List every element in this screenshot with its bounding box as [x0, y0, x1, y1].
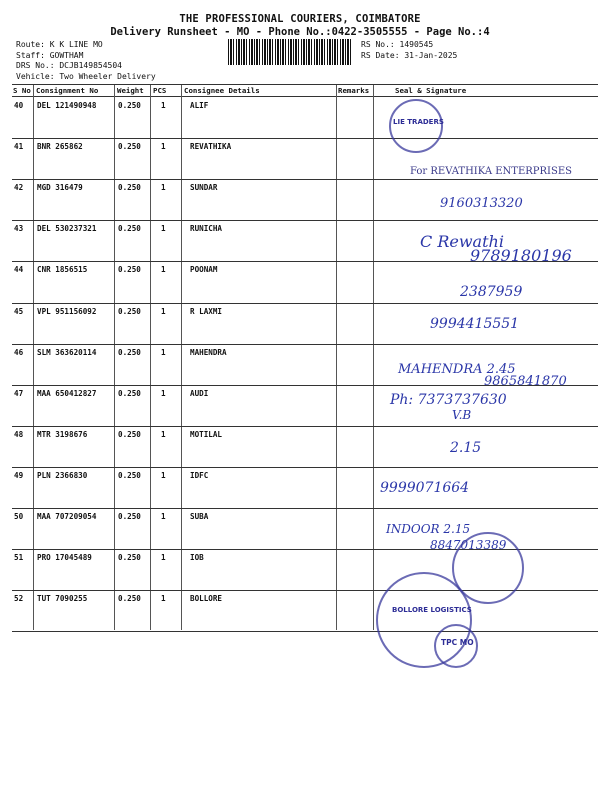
sno-cell: 41: [14, 142, 24, 152]
row-rule: [12, 179, 598, 180]
consignment-cell: DEL 530237321: [37, 224, 97, 234]
consignee-cell: IOB: [190, 553, 204, 563]
bollore-seal-text: BOLLORE LOGISTICS: [392, 606, 472, 614]
row-rule: [12, 426, 598, 427]
trader-seal-text: LIE TRADERS: [393, 118, 444, 126]
signature-41: For REVATHIKA ENTERPRISES: [410, 166, 572, 177]
signature-48: 2.15: [450, 440, 482, 456]
document-subtitle: Delivery Runsheet - MO - Phone No.:0422-3505555 - Page No.:4: [110, 26, 490, 38]
consignee-cell: SUBA: [190, 512, 209, 521]
consignment-cell: DEL 121490948: [37, 101, 97, 110]
consignee-cell: R LAXMI: [190, 306, 223, 316]
weight-cell: 0.250: [118, 183, 141, 193]
pcs-cell: 1: [161, 388, 166, 398]
col-header-seal-signature: Seal & Signature: [395, 86, 467, 95]
col-header-pcs: PCS: [153, 86, 167, 95]
sno-cell: 49: [14, 470, 24, 480]
weight-cell: 0.250: [118, 429, 141, 439]
route-text: Route: K K LINE MO: [16, 40, 103, 49]
signature-49: 9999071664: [380, 480, 470, 496]
rs-number: RS No.: 1490545: [361, 40, 434, 49]
pcs-cell: 1: [161, 101, 166, 110]
signature-50-phone: 8847013389: [430, 538, 507, 552]
sno-cell: 52: [14, 594, 24, 604]
consignee-cell: MOTILAL: [190, 429, 223, 439]
pcs-cell: 1: [161, 347, 166, 357]
sno-cell: 42: [14, 183, 24, 193]
signature-46-name: MAHENDRA 2.45: [398, 362, 516, 377]
weight-cell: 0.250: [118, 347, 141, 357]
consignment-cell: VPL 951156092: [37, 306, 97, 316]
pcs-cell: 1: [161, 553, 166, 563]
signature-42: 9160313320: [440, 196, 523, 211]
row-rule: [12, 138, 598, 139]
consignment-cell: TUT 7090255: [37, 594, 88, 604]
weight-cell: 0.250: [118, 470, 141, 480]
col-header-weight: Weight: [117, 86, 144, 95]
consignment-cell: MGD 316479: [37, 183, 83, 193]
signature-47-phone: Ph: 7373737630: [390, 392, 507, 408]
sno-cell: 46: [14, 347, 24, 357]
consignment-cell: PRO 17045489: [37, 553, 92, 563]
weight-cell: 0.250: [118, 142, 141, 152]
barcode: [228, 39, 353, 65]
weight-cell: 0.250: [118, 306, 141, 316]
weight-cell: 0.250: [118, 224, 141, 234]
consignee-cell: AUDI: [190, 388, 209, 398]
consignee-cell: IDFC: [190, 470, 209, 480]
signature-50-name: INDOOR 2.15: [386, 522, 471, 536]
consignment-cell: BNR 265862: [37, 142, 83, 152]
consignment-cell: MAA 707209054: [37, 512, 97, 521]
sno-cell: 51: [14, 553, 24, 563]
tpc-seal-text: TPC MO: [441, 638, 474, 647]
pcs-cell: 1: [161, 183, 166, 193]
pcs-cell: 1: [161, 224, 166, 234]
row-rule: [12, 508, 598, 509]
signature-43-name: C Rewathi: [420, 232, 504, 251]
weight-cell: 0.250: [118, 594, 141, 604]
signature-46-phone: 9865841870: [484, 374, 567, 389]
col-header-sno: S No: [13, 86, 31, 95]
consignment-cell: CNR 1856515: [37, 265, 88, 275]
rs-date: RS Date: 31-Jan-2025: [361, 50, 458, 60]
col-header-remarks: Remarks: [338, 86, 370, 95]
pcs-cell: 1: [161, 265, 166, 275]
sno-cell: 50: [14, 512, 24, 521]
col-header-consignment: Consignment No: [36, 86, 99, 95]
meta-block: [16, 40, 156, 82]
trader-seal: [389, 99, 443, 153]
pcs-cell: 1: [161, 142, 166, 152]
table-top-rule: [12, 84, 598, 85]
consignee-cell: ALIF: [190, 101, 209, 110]
signature-44: 2387959: [460, 284, 523, 300]
consignee-cell: SUNDAR: [190, 183, 218, 193]
consignment-cell: PLN 2366830: [37, 470, 88, 480]
vehicle-text: Vehicle: Two Wheeler Delivery: [16, 71, 156, 81]
weight-cell: 0.250: [118, 512, 141, 521]
weight-cell: 0.250: [118, 101, 141, 110]
col-header-consignee: Consignee Details: [184, 86, 260, 95]
document-title: THE PROFESSIONAL COURIERS, COIMBATORE: [179, 13, 421, 25]
consignment-cell: MAA 650412827: [37, 388, 97, 398]
row-rule: [12, 467, 598, 468]
consignee-cell: RUNICHA: [190, 224, 223, 234]
weight-cell: 0.250: [118, 388, 141, 398]
table-header-rule: [12, 96, 598, 97]
signature-45: 9994415551: [430, 316, 520, 332]
row-rule: [12, 303, 598, 304]
pcs-cell: 1: [161, 512, 166, 521]
sno-cell: 45: [14, 306, 24, 316]
sno-cell: 48: [14, 429, 24, 439]
consignee-cell: REVATHIKA: [190, 142, 232, 152]
rs-block: [361, 40, 457, 61]
weight-cell: 0.250: [118, 553, 141, 563]
pcs-cell: 1: [161, 594, 166, 604]
consignee-cell: BOLLORE: [190, 594, 223, 604]
sno-cell: 40: [14, 101, 24, 110]
sno-cell: 43: [14, 224, 24, 234]
row-rule: [12, 220, 598, 221]
sno-cell: 47: [14, 388, 24, 398]
drs-text: DRS No.: DCJB149854504: [16, 61, 122, 70]
pcs-cell: 1: [161, 470, 166, 480]
weight-cell: 0.250: [118, 265, 141, 275]
staff-text: Staff: GOWTHAM: [16, 50, 84, 60]
pcs-cell: 1: [161, 429, 166, 439]
consignment-cell: SLM 363620114: [37, 347, 97, 357]
row-rule: [12, 631, 598, 632]
signature-47-initials: V.B: [452, 408, 472, 422]
consignee-cell: MAHENDRA: [190, 347, 227, 357]
signature-43-phone: 9789180196: [470, 246, 572, 265]
row-rule: [12, 344, 598, 345]
sno-cell: 44: [14, 265, 24, 275]
consignment-cell: MTR 3198676: [37, 429, 88, 439]
pcs-cell: 1: [161, 306, 166, 316]
consignee-cell: POONAM: [190, 265, 218, 275]
